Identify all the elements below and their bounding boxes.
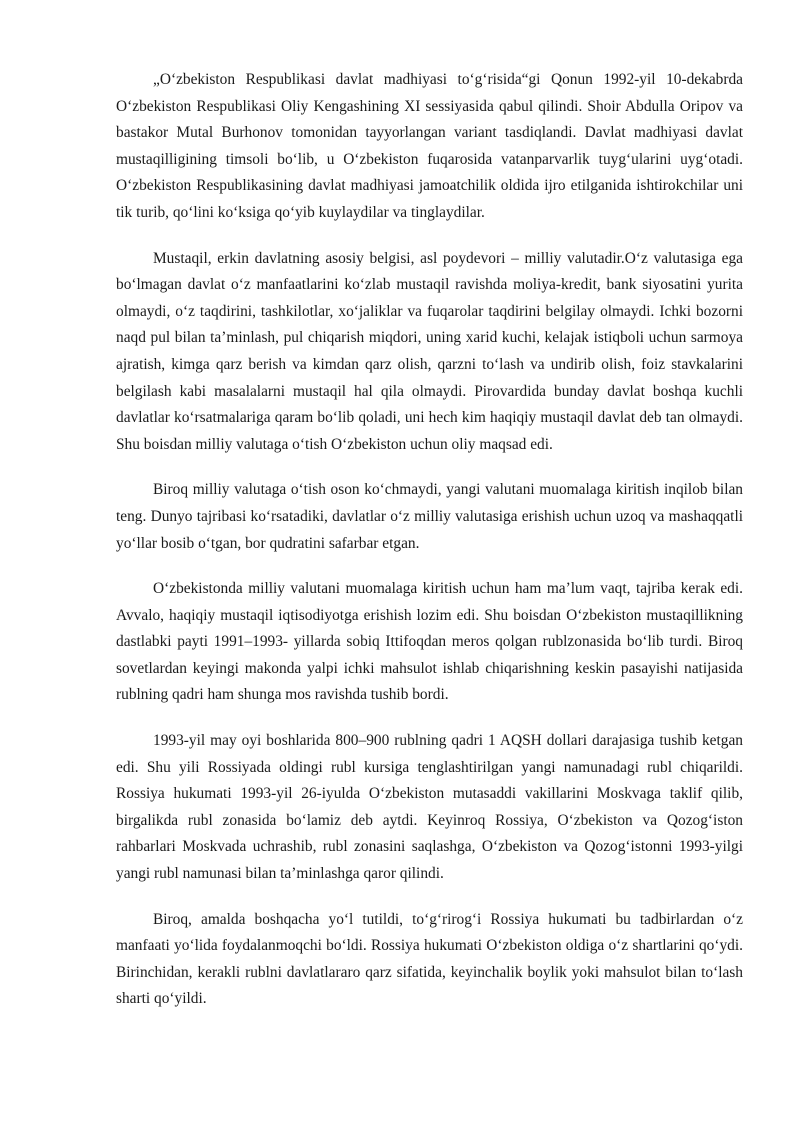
paragraph-national-currency: Mustaqil, erkin davlatning asosiy belgisi, asl poydevori – milliy valutadir.O‘z valutasiga ega bo‘lmagan davlat o‘z manfaatlarini ko‘zlab mustaqil ravishda moliya-kredit, bank siyosatini yurita olmaydi, o‘z taqdirini, tashkilotlar, xo‘jaliklar va fuqarolar taqdirini belgilay olmaydi. Ichki bozorni naqd pul bilan ta’minlash, pul chiqarish miqdori, uning xarid kuchi, kelajak istiqboli uchun sarmoya ajratish, kimga qarz berish va kimdan qarz olish, qarzni to‘lash va undirib olish, foiz stavkalarini belgilash kabi masalalarni mustaqil hal qila olmaydi. Pirovardida bunday davlat boshqa kuchli davlatlar ko‘rsatmalariga qaram bo‘lib qoladi, uni hech kim haqiqiy mustaqil davlat deb tan olmaydi. Shu boisdan milliy valutaga o‘tish O‘zbekiston uchun oliy maqsad edi. xyxy=(116,249,743,453)
paragraph-russia-conditions: Biroq, amalda boshqacha yo‘l tutildi, to‘g‘rirog‘i Rossiya hukumati bu tadbirlardan o‘z manfaati yo‘lida foydalanmoqchi bo‘ldi. Rossiya hukumati O‘zbekiston oldiga o‘z shartlarini qo‘ydi. Birinchidan, kerakli rublni davlatlararo qarz sifatida, keyinchalik boylik yoki mahsulot bilan to‘lash sharti qo‘yildi. xyxy=(116,910,743,1008)
paragraph-ruble-zone: O‘zbekistonda milliy valutani muomalaga kiritish uchun ham ma’lum vaqt, tajriba kerak edi. Avvalo, haqiqiy mustaqil iqtisodiyotga erishish lozim edi. Shu boisdan O‘zbekiston mustaqillikning dastlabki payti 1991–1993- yillarda sobiq Ittifoqdan meros qolgan rublzonasida bo‘lib turdi. Biroq sovetlardan keyingi makonda yalpi ichki mahsulot ishlab chiqarishning keskin pasayishi natijasida rublning qadri ham shunga mos ravishda tushib bordi. xyxy=(116,580,743,704)
document-page xyxy=(116,67,743,1032)
paragraph-anthem-law: „O‘zbekiston Respublikasi davlat madhiyasi to‘g‘risida“gi Qonun 1992-yil 10-dekabrda O‘zbekiston Respublikasi Oliy Kengashining XI sessiyasida qabul qilindi. Shoir Abdulla Oripov va bastakor Mutal Burhonov tomonidan tayyorlangan variant tasdiqlandi. Davlat madhiyasi davlat mustaqilligining timsoli bo‘lib, u O‘zbekiston fuqarosida vatanparvarlik tuyg‘ularini uyg‘otadi. O‘zbekiston Respublikasining davlat madhiyasi jamoatchilik oldida ijro etilganida ishtirokchilar uni tik turib, qo‘lini ko‘ksiga qo‘yib kuylaydilar va tinglaydilar. xyxy=(116,71,743,221)
paragraph-1993-ruble: 1993-yil may oyi boshlarida 800–900 rublning qadri 1 AQSH dollari darajasiga tushib ketgan edi. Shu yili Rossiyada oldingi rubl kursiga tenglashtirilgan yangi namunadagi rubl chiqarildi. Rossiya hukumati 1993-yil 26-iyulda O‘zbekiston mutasaddi vakillarini Moskvaga taklif qilib, birgalikda rubl zonasida bo‘lamiz deb aytdi. Keyinroq Rossiya, O‘zbekiston va Qozog‘iston rahbarlari Moskvada uchrashib, rubl zonasini saqlashga, O‘zbekiston va Qozog‘istonni 1993-yilgi yangi rubl namunasi bilan ta’minlashga qaror qilindi. xyxy=(116,732,743,883)
paragraph-transition-difficulty: Biroq milliy valutaga o‘tish oson ko‘chmaydi, yangi valutani muomalaga kiritish inqilob bilan teng. Dunyo tajribasi ko‘rsatadiki, davlatlar o‘z milliy valutasiga erishish uchun uzoq va mashaqqatli yo‘llar bosib o‘tgan, bor qudratini safarbar etgan. xyxy=(116,481,743,552)
